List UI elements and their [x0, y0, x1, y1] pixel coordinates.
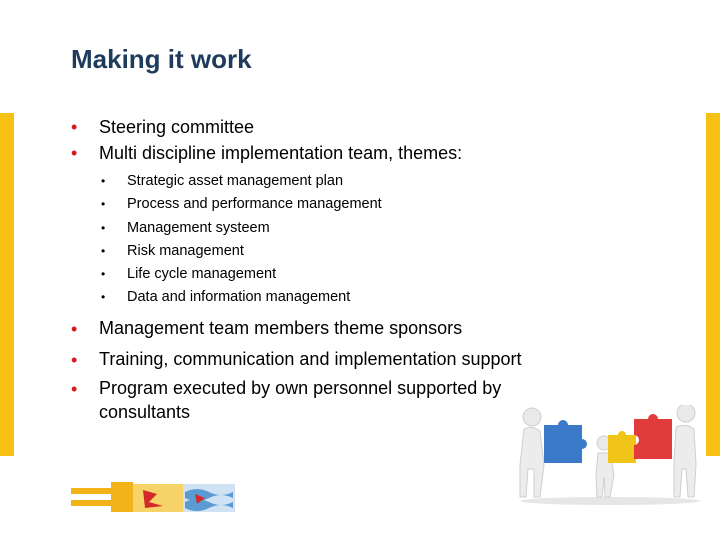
sub-bullet-text: Strategic asset management plan [127, 173, 344, 189]
sub-bullet-item [71, 240, 591, 263]
puzzle-piece-blue-icon [544, 420, 587, 463]
bullet-text: Management team members theme sponsors [99, 317, 463, 338]
sub-bullet-item [71, 286, 591, 309]
sub-bullet-icon: • [101, 243, 106, 258]
sub-bullet-text: Management systeem [127, 219, 270, 236]
bullet-item [71, 140, 591, 166]
puzzle-illustration [510, 405, 710, 505]
logo-shield [133, 484, 183, 512]
sub-bullet-icon: • [101, 220, 106, 235]
sub-bullet-text: Life cycle management [127, 266, 277, 283]
sub-bullet-icon: • [101, 174, 106, 188]
organisation-logo [71, 470, 236, 512]
sub-bullet-text: Risk management [127, 242, 244, 259]
bullet-text: Program executed by own personnel supported by consultants [99, 377, 502, 422]
bullet-text: Training, communication and implementation support [99, 348, 522, 369]
sub-bullet-item [71, 263, 591, 286]
sub-bullet-text: Process and performance management [127, 196, 382, 213]
bullet-item [71, 376, 579, 424]
puzzle-piece-red-icon [634, 414, 672, 459]
shadow [520, 497, 700, 505]
bullet-item [71, 345, 591, 374]
accent-bar-left [0, 113, 14, 456]
slide-title: Making it work [71, 44, 252, 74]
person-right [674, 405, 696, 497]
bullet-text: Steering committee [99, 117, 255, 137]
bullet-icon: • [71, 349, 78, 370]
person-left [520, 408, 544, 497]
sub-bullet-text: Data and information management [127, 289, 351, 306]
bullet-item [71, 314, 591, 343]
sub-bullet-item [71, 170, 591, 193]
bullet-icon: • [71, 318, 78, 339]
sub-bullet-icon: • [101, 267, 106, 282]
logo-block [111, 482, 133, 512]
bullet-icon: • [71, 143, 78, 163]
bullet-icon: • [71, 378, 78, 399]
sub-bullet-item [71, 217, 591, 240]
sub-bullet-icon: • [101, 197, 106, 212]
bullet-item [71, 114, 591, 140]
sub-bullet-icon: • [101, 290, 106, 305]
bullet-list [71, 114, 591, 424]
bullet-text: Multi discipline implementation team, themes: [99, 143, 463, 163]
sub-bullet-item [71, 193, 591, 216]
puzzle-piece-yellow-icon [608, 431, 636, 463]
bullet-icon: • [71, 117, 78, 137]
sub-bullet-list [71, 170, 591, 310]
